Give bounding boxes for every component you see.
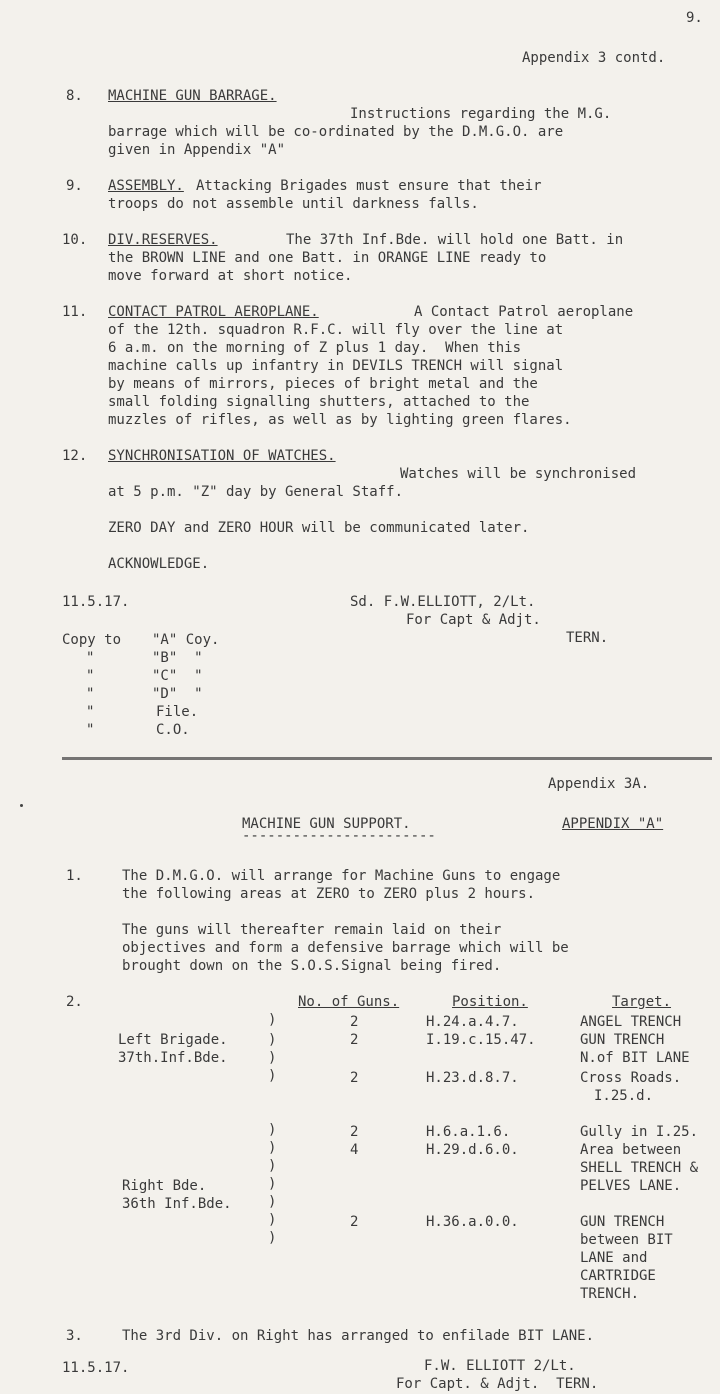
- copy-to-mark: ": [86, 722, 95, 738]
- signature-2-line-1: F.W. ELLIOTT 2/Lt.: [424, 1358, 576, 1374]
- copy-to-row: "D" ": [152, 686, 203, 702]
- copy-to-row: "B" ": [152, 650, 203, 666]
- appendix-header: Appendix 3 contd.: [522, 50, 666, 66]
- signature-1-line-3: TERN.: [566, 630, 609, 646]
- brace-mark: ): [268, 1140, 277, 1156]
- item-11-line-6: small folding signalling shutters, attached to the: [108, 394, 530, 410]
- item-12-line-1: Watches will be synchronised: [400, 466, 637, 482]
- brace-mark: ): [268, 1230, 277, 1246]
- row-guns: 4: [350, 1142, 359, 1158]
- row-position: H.29.d.6.0.: [426, 1142, 519, 1158]
- header-position: Position.: [452, 994, 528, 1010]
- acknowledge-line: ACKNOWLEDGE.: [108, 556, 210, 572]
- appendix-a-label: APPENDIX "A": [562, 816, 664, 832]
- row-target: ANGEL TRENCH: [580, 1014, 682, 1030]
- copy-to-row: "A" Coy.: [152, 632, 220, 648]
- row-guns: 2: [350, 1124, 359, 1140]
- page-number: 9.: [686, 10, 703, 26]
- copy-to-mark: ": [86, 668, 95, 684]
- item-10-line-3: move forward at short notice.: [108, 268, 353, 284]
- brace-mark: ): [268, 1032, 277, 1048]
- item-8-line-3: given in Appendix "A": [108, 142, 286, 158]
- mg-1-number: 1.: [66, 868, 83, 884]
- row-target: N.of BIT LANE: [580, 1050, 690, 1066]
- row-target: SHELL TRENCH &: [580, 1160, 699, 1176]
- brace-mark: ): [268, 1158, 277, 1174]
- row-position: I.19.c.15.47.: [426, 1032, 536, 1048]
- brace-mark: ): [268, 1194, 277, 1210]
- row-target: GUN TRENCH: [580, 1214, 665, 1230]
- row-target: Cross Roads.: [580, 1070, 682, 1086]
- item-9-line-2: troops do not assemble until darkness falls.: [108, 196, 479, 212]
- item-8-heading: MACHINE GUN BARRAGE.: [108, 88, 277, 104]
- section-divider: [62, 757, 712, 760]
- item-11-line-5: by means of mirrors, pieces of bright metal and the: [108, 376, 538, 392]
- row-target: LANE and: [580, 1250, 648, 1266]
- brace-mark: ): [268, 1176, 277, 1192]
- signature-1-line-1: Sd. F.W.ELLIOTT, 2/Lt.: [350, 594, 536, 610]
- brace-mark: ): [268, 1050, 277, 1066]
- item-10-heading: DIV.RESERVES.: [108, 232, 218, 248]
- brace-mark: ): [268, 1212, 277, 1228]
- paper-speck: [20, 804, 23, 807]
- item-9-heading: ASSEMBLY.: [108, 178, 184, 194]
- item-9-line-1: Attacking Brigades must ensure that their: [196, 178, 542, 194]
- copy-to-label: Copy to: [62, 632, 122, 648]
- row-target: CARTRIDGE: [580, 1268, 656, 1284]
- row-target: I.25.d.: [594, 1088, 654, 1104]
- left-brigade-label: Left Brigade.: [118, 1032, 228, 1048]
- row-guns: 2: [350, 1032, 359, 1048]
- item-11-line-1: A Contact Patrol aeroplane: [414, 304, 634, 320]
- header-guns: No. of Guns.: [298, 994, 400, 1010]
- header-target: Target.: [612, 994, 672, 1010]
- item-11-number: 11.: [62, 304, 88, 320]
- mg-support-title: MACHINE GUN SUPPORT.: [242, 816, 411, 832]
- date-1: 11.5.17.: [62, 594, 130, 610]
- item-11-line-3: 6 a.m. on the morning of Z plus 1 day. When this: [108, 340, 522, 356]
- zero-day-line: ZERO DAY and ZERO HOUR will be communicated later.: [108, 520, 530, 536]
- row-target: PELVES LANE.: [580, 1178, 682, 1194]
- mg-1-line-5: brought down on the S.O.S.Signal being fired.: [122, 958, 502, 974]
- mg-support-underline: -----------------------: [242, 828, 436, 844]
- mg-2-number: 2.: [66, 994, 83, 1010]
- copy-to-mark: ": [86, 704, 95, 720]
- mg-3-number: 3.: [66, 1328, 83, 1344]
- row-position: H.36.a.0.0.: [426, 1214, 519, 1230]
- copy-to-row: C.O.: [156, 722, 190, 738]
- brace-mark: ): [268, 1068, 277, 1084]
- row-target: Gully in I.25.: [580, 1124, 699, 1140]
- row-guns: 2: [350, 1014, 359, 1030]
- brace-mark: ): [268, 1012, 277, 1028]
- mg-1-line-1: The D.M.G.O. will arrange for Machine Guns to engage: [122, 868, 561, 884]
- row-target: GUN TRENCH: [580, 1032, 665, 1048]
- copy-to-row: File.: [156, 704, 199, 720]
- row-position: H.6.a.1.6.: [426, 1124, 511, 1140]
- row-position: H.23.d.8.7.: [426, 1070, 519, 1086]
- item-12-line-2: at 5 p.m. "Z" day by General Staff.: [108, 484, 404, 500]
- row-guns: 2: [350, 1214, 359, 1230]
- item-11-line-2: of the 12th. squadron R.F.C. will fly over the line at: [108, 322, 564, 338]
- item-11-line-7: muzzles of rifles, as well as by lighting green flares.: [108, 412, 572, 428]
- mg-1-line-2: the following areas at ZERO to ZERO plus 2 hours.: [122, 886, 536, 902]
- brace-mark: ): [268, 1122, 277, 1138]
- row-position: H.24.a.4.7.: [426, 1014, 519, 1030]
- right-brigade-label: Right Bde.: [122, 1178, 207, 1194]
- signature-1-line-2: For Capt & Adjt.: [406, 612, 541, 628]
- row-guns: 2: [350, 1070, 359, 1086]
- item-9-number: 9.: [66, 178, 83, 194]
- copy-to-row: "C" ": [152, 668, 203, 684]
- row-target: TRENCH.: [580, 1286, 640, 1302]
- item-8-number: 8.: [66, 88, 83, 104]
- copy-to-mark: ": [86, 650, 95, 666]
- item-11-heading: CONTACT PATROL AEROPLANE.: [108, 304, 319, 320]
- mg-3-text: The 3rd Div. on Right has arranged to enfilade BIT LANE.: [122, 1328, 595, 1344]
- row-target: between BIT: [580, 1232, 673, 1248]
- item-10-line-1: The 37th Inf.Bde. will hold one Batt. in: [286, 232, 624, 248]
- item-10-line-2: the BROWN LINE and one Batt. in ORANGE LINE ready to: [108, 250, 547, 266]
- mg-1-line-3: The guns will thereafter remain laid on their: [122, 922, 502, 938]
- copy-to-mark: ": [86, 686, 95, 702]
- item-11-line-4: machine calls up infantry in DEVILS TRENCH will signal: [108, 358, 564, 374]
- left-brigade-label: 37th.Inf.Bde.: [118, 1050, 228, 1066]
- mg-1-line-4: objectives and form a defensive barrage which will be: [122, 940, 569, 956]
- item-8-line-1: Instructions regarding the M.G.: [350, 106, 612, 122]
- appendix-3a-label: Appendix 3A.: [548, 776, 650, 792]
- right-brigade-label: 36th Inf.Bde.: [122, 1196, 232, 1212]
- item-10-number: 10.: [62, 232, 88, 248]
- row-target: Area between: [580, 1142, 682, 1158]
- item-12-number: 12.: [62, 448, 88, 464]
- item-12-heading: SYNCHRONISATION OF WATCHES.: [108, 448, 336, 464]
- date-2: 11.5.17.: [62, 1360, 130, 1376]
- item-8-line-2: barrage which will be co-ordinated by the D.M.G.O. are: [108, 124, 564, 140]
- signature-2-line-2: For Capt. & Adjt. TERN.: [396, 1376, 599, 1392]
